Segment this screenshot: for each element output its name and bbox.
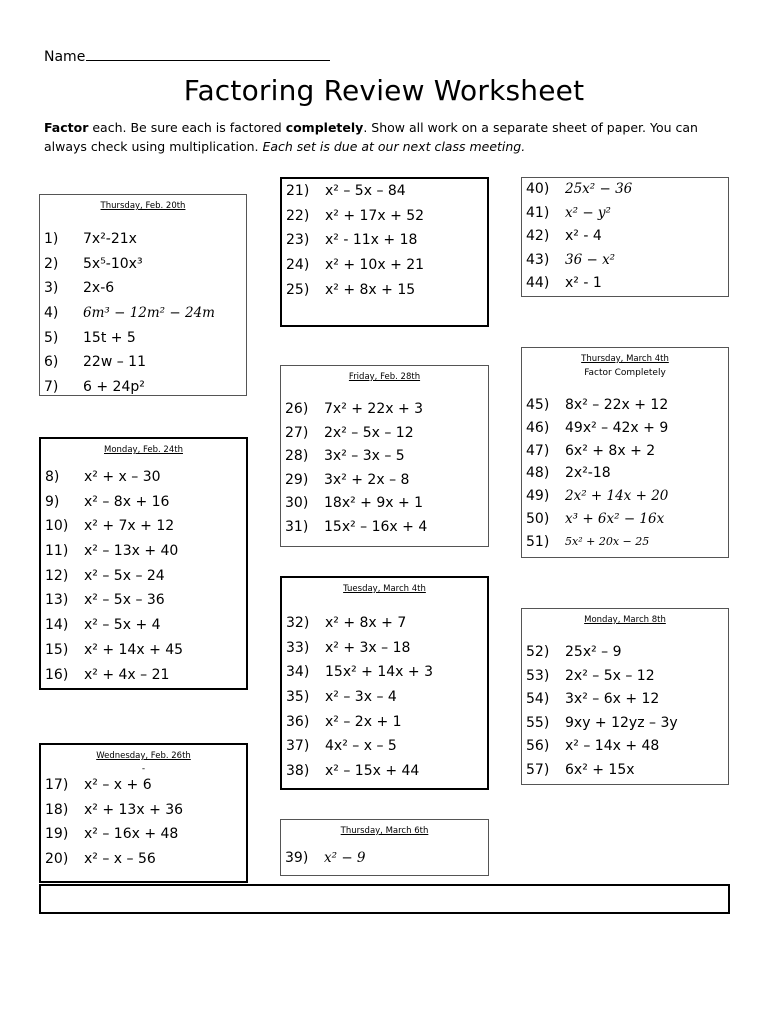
problem-item: 25) x² + 8x + 15 (286, 281, 416, 298)
problem-item: 36) x² – 2x + 1 (286, 713, 402, 730)
problem-list (41, 773, 246, 872)
problem-list (522, 178, 728, 296)
set-header: Wednesday, Feb. 26th (96, 751, 191, 761)
set-header: Tuesday, March 4th (343, 584, 426, 594)
problem-item: 3) 2x-6 (44, 280, 115, 297)
problem-item: 7) 6 + 24p² (44, 379, 145, 396)
problem-item: 16) x² + 4x – 21 (45, 666, 170, 683)
footer-box (39, 884, 730, 914)
problem-list (41, 465, 246, 687)
problem-item: 42) x² - 4 (526, 228, 602, 244)
problem-item: 47) 6x² + 8x + 2 (526, 442, 656, 459)
instructions-due-note: Each set is due at our next class meeting. (262, 139, 526, 154)
problem-item: 8) x² + x – 30 (45, 469, 161, 485)
name-field (44, 48, 330, 65)
problem-item: 11) x² – 13x + 40 (45, 543, 179, 560)
problem-list (522, 641, 728, 783)
problem-item: 20) x² – x – 56 (45, 851, 156, 868)
problem-set-feb24 (39, 437, 248, 690)
problem-item: 22) x² + 17x + 52 (286, 207, 425, 224)
problem-set-40-44 (521, 177, 729, 297)
instructions-text-1: each. Be sure each is factored (88, 120, 286, 135)
problem-item: 17) x² – x + 6 (45, 777, 152, 793)
problem-item: 43) 36 − x² (526, 251, 616, 268)
problem-item: 5) 15t + 5 (44, 329, 136, 346)
problem-item: 53) 2x² – 5x – 12 (526, 667, 655, 684)
set-subheader: Factor Completely (584, 368, 666, 378)
set-header: Monday, Feb. 24th (104, 445, 183, 455)
problem-item: 49) 2x² + 14x + 20 (526, 488, 669, 505)
problem-set-mar4-thu (521, 347, 729, 558)
name-blank-line (86, 48, 330, 61)
problem-list (522, 394, 728, 554)
problem-item: 40) 25x² − 36 (526, 181, 633, 197)
problem-item: 33) x² + 3x – 18 (286, 639, 411, 656)
set-header: Friday, Feb. 28th (348, 372, 421, 382)
problem-set-feb20 (39, 194, 247, 396)
set-header: Thursday, March 6th (340, 826, 429, 836)
problem-item: 1) 7x²-21x (44, 231, 137, 247)
problem-item: 6) 22w – 11 (44, 354, 146, 371)
problem-item: 26) 7x² + 22x + 3 (285, 401, 424, 417)
set-header: Thursday, March 4th (581, 354, 669, 364)
problem-item: 55) 9xy + 12yz – 3y (526, 714, 678, 731)
problem-item: 38) x² – 15x + 44 (286, 763, 420, 780)
problem-list (281, 398, 488, 540)
problem-set-mar4-tue (280, 576, 489, 790)
problem-item: 52) 25x² – 9 (526, 644, 622, 660)
stray-dash: - (141, 764, 146, 774)
problem-item: 45) 8x² – 22x + 12 (526, 397, 669, 413)
problem-list (282, 611, 487, 784)
problem-item: 37) 4x² – x – 5 (286, 738, 397, 755)
problem-item: 41) x² − y² (526, 204, 611, 221)
problem-item: 30) 18x² + 9x + 1 (285, 495, 424, 512)
problem-item: 4) 6m³ − 12m² − 24m (44, 305, 215, 322)
problem-item: 18) x² + 13x + 36 (45, 801, 184, 818)
problem-item: 51) 5x² + 20x − 25 (526, 533, 650, 550)
problem-item: 24) x² + 10x + 21 (286, 257, 425, 274)
problem-item: 34) 15x² + 14x + 3 (286, 664, 433, 681)
problem-item: 2) 5x⁵-10x³ (44, 255, 143, 272)
problem-item: 27) 2x² – 5x – 12 (285, 424, 414, 441)
problem-item: 28) 3x² – 3x – 5 (285, 448, 405, 465)
set-header: Thursday, Feb. 20th (100, 201, 186, 211)
problem-list (282, 179, 487, 302)
problem-item: 31) 15x² – 16x + 4 (285, 518, 428, 535)
problem-set-mar8 (521, 608, 729, 785)
problem-set-21-25 (280, 177, 489, 327)
problem-item: 10) x² + 7x + 12 (45, 518, 175, 535)
problem-item: 13) x² – 5x – 36 (45, 592, 165, 609)
problem-item: 12) x² – 5x – 24 (45, 567, 165, 584)
problem-item: 57) 6x² + 15x (526, 761, 635, 778)
problem-list (40, 227, 246, 400)
problem-item: 50) x³ + 6x² − 16x (526, 510, 665, 527)
problem-item: 15) x² + 14x + 45 (45, 641, 184, 658)
set-header: Monday, March 8th (584, 615, 666, 625)
problem-item: 19) x² – 16x + 48 (45, 826, 179, 843)
instructions-completely: completely (285, 120, 364, 135)
problem-item: 46) 49x² – 42x + 9 (526, 419, 669, 436)
problem-item: 39) x² − 9 (285, 850, 366, 866)
name-label: Name (44, 49, 86, 65)
page-title: Factoring Review Worksheet (183, 74, 585, 107)
problem-item: 29) 3x² + 2x – 8 (285, 471, 410, 488)
problem-item: 14) x² – 5x + 4 (45, 617, 161, 634)
problem-set-mar6 (280, 819, 489, 876)
instructions (44, 118, 744, 156)
problem-item: 54) 3x² – 6x + 12 (526, 691, 660, 708)
instructions-factor: Factor (44, 120, 89, 135)
problem-item: 44) x² - 1 (526, 275, 602, 291)
instructions-text-2: . Show all work on a separate sheet of paper. You can always check using multiplication. (44, 120, 698, 154)
problem-list (281, 846, 488, 871)
problem-item: 48) 2x²-18 (526, 465, 611, 482)
problem-item: 23) x² - 11x + 18 (286, 232, 418, 249)
problem-set-feb28 (280, 365, 489, 547)
problem-item: 32) x² + 8x + 7 (286, 615, 407, 631)
problem-item: 21) x² – 5x – 84 (286, 183, 406, 199)
problem-item: 9) x² – 8x + 16 (45, 493, 170, 510)
problem-set-feb26 (39, 743, 248, 883)
problem-item: 56) x² – 14x + 48 (526, 738, 660, 755)
problem-item: 35) x² – 3x – 4 (286, 689, 397, 706)
